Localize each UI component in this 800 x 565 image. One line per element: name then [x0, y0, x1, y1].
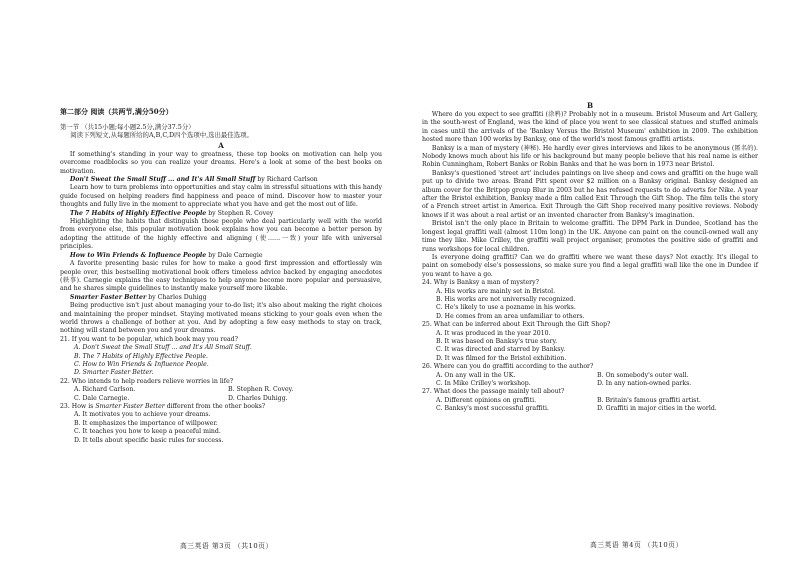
book-heading	[60, 294, 382, 302]
option-27c: C. Banksy's most successful graffiti.	[436, 405, 549, 413]
book-description: Highlighting the habits that distinguish those people who deal particularly well with the world from everyone else, this popular motivation book explains how you can become a better person by adopting the attitude of the highly effective and aligning (使……一致) your life with universal principles.	[60, 218, 382, 251]
question-23-suffix: different from the other books?	[164, 403, 266, 410]
option-26b: B. On somebody's outer wall.	[597, 371, 689, 379]
option-24d: D. He comes from an area unfamiliar to others.	[436, 312, 585, 320]
option-23b: B. It emphasizes the importance of willpower.	[74, 419, 218, 427]
option-21b: B. The 7 Habits of Highly Effective People.	[74, 352, 208, 360]
options-22	[60, 386, 382, 403]
book-title: How to Win Friends & Influence People	[69, 251, 207, 259]
options-27	[422, 397, 758, 414]
right-page	[400, 0, 800, 565]
option-22c: C. Dale Carnegie.	[74, 394, 130, 402]
book-author: by Stephen R. Covey	[206, 209, 274, 217]
question-26: 26. Where can you do graffiti according to the author?	[422, 363, 594, 371]
subsection-title: 第一节 （共15小题;每小题2.5分,满分37.5分）	[60, 123, 195, 131]
option-26d: D. In any nation-owned parks.	[597, 380, 692, 387]
book-heading	[60, 210, 382, 218]
question-22: 22. Who intends to help readers relieve worries in life?	[60, 377, 234, 385]
passage-b-paragraph: Where do you expect to see graffiti (涂鸦)? Probably not in a museum. Bristol Museum and Art Gallery, in the south-west of England, was the kind of place you went to see classical statues and stuffed animals in cases until the arrivals of the 'Banksy Versus the Bristol Museum' exhibition in 2009. The exhibition hosted more than 100 works by Banksy, one of the world's most famous graffiti artists.	[422, 111, 758, 144]
book-title: Don't Sweat the Small Stuff ... and It's All Small Stuff	[69, 176, 256, 184]
instruction: 阅读下列短文,从每题所给的A,B,C,D四个选项中,选出最佳选项。	[70, 131, 253, 140]
options-26	[422, 372, 758, 389]
option-27b: B. Britain's famous graffiti artist.	[597, 396, 701, 404]
option-22d: D. Charles Duhigg.	[228, 394, 288, 402]
passage-b-paragraph: Banksy's questioned 'street art' includes paintings on live sheep and cows and graffiti on the huge wall put up to divide two areas. Brand Pitt spent over $2 million on a Banksy original. Banksy designed an album cover for the Britpop group Blur in 2003 but he has refused requests to do adverts for Nike. A year after the Bristol exhibition, Banksy made a film called Exit Through the Gift Shop. The film tells the story of a French street artist in America. Exit Through the Gift Shop received many positive reviews. Nobody knows if it was about a real artist or an invented character from Banksy's imagination.	[422, 169, 758, 219]
intro-paragraph: If something's standing in your way to greatness, these top books on motivation can help you overcome roadblocks so you can realize your dreams. Here's a look at some of the best books on motivation.	[60, 150, 382, 175]
question-21: 21. If you want to be popular, which book may you read?	[60, 335, 238, 343]
option-22b: B. Stephen R. Covey.	[228, 386, 294, 394]
option-25b: B. It was based on Banksy's true story.	[436, 337, 558, 345]
book-title: Smarter Faster Better	[69, 293, 147, 301]
option-25c: C. It was directed and starred by Banksy.	[436, 346, 566, 354]
question-23	[60, 403, 382, 411]
option-23d: D. It tells about specific basic rules for success.	[74, 436, 224, 444]
book-description: Learn how to turn problems into opportunities and stay calm in stressful situations with this handy guide focused on helping readers find happiness and peace of mind. Discover how to master your thoughts and fully live in the moment to appreciate what you have and get the most out of life.	[60, 184, 382, 209]
passage-b-paragraph: Banksy is a man of mystery (神秘). He hardly ever gives interviews and likes to be anonymous (匿名的). Nobody knows much about his life or his background but many people believe that his real name is either Robin Cunningham, Robert Banks or Robin Banks and that he was born in 1973 near Bristol.	[422, 144, 758, 169]
section-title: 第二部分 阅读（共两节,满分50分）	[60, 107, 173, 116]
option-23a: A. It motivates you to achieve your dreams.	[74, 411, 211, 419]
option-21d: D. Smarter Faster Better.	[74, 369, 154, 377]
page-footer-left: 高三英语 第3页 （共10页）	[180, 542, 273, 550]
passage-b-paragraph: Is everyone doing graffiti? Can we do graffiti where we want these days? Not exactly. It's illegal to paint on somebody else's possessions, so make sure you find a legal graffiti wall like the one in Dundee if you want to have a go.	[422, 253, 758, 278]
book-heading	[60, 252, 382, 260]
page-footer-right: 高三英语 第4页 （共10页）	[590, 541, 683, 549]
book-author: by Charles Duhigg	[146, 293, 207, 301]
option-24b: B. His works are not universally recognized.	[436, 295, 576, 303]
passage-label-a: A	[218, 140, 224, 150]
option-21c: C. How to Win Friends & Influence People.	[74, 360, 209, 368]
option-23c: C. It teaches you how to keep a peaceful mind.	[74, 428, 221, 436]
option-25d: D. It was filmed for the Bristol exhibition.	[436, 354, 567, 362]
option-27d: D. Graffiti in major cities in the world.	[597, 405, 717, 413]
option-22a: A. Richard Carlson.	[74, 386, 136, 394]
passage-b-paragraph: Bristol isn't the only place in Britain to welcome graffiti. The DPM Park in Dundee, Scotland has the longest legal graffiti wall (almost 110m long) in the UK. Anyone can paint on the council-owned wall any time they like. Mike Crilley, the graffiti wall project organiser, promotes the positive side of graffiti and runs workshops for local children.	[422, 220, 758, 253]
option-26a: A. On any wall in the UK.	[436, 371, 516, 379]
option-21a: A. Don't Sweat the Small Stuff ... and It's All Small Stuff.	[74, 344, 252, 352]
book-title: The 7 Habits of Highly Effective People	[69, 209, 207, 217]
question-25: 25. What can be inferred about Exit Through the Gift Shop?	[422, 321, 611, 329]
book-author: by Dale Carnegie	[206, 251, 263, 259]
option-27a: A. Different opinions on graffiti.	[436, 396, 537, 404]
book-description: Being productive isn't just about managing your to-do list; it's also about making the right choices and maintaining the proper mindset. Staying motivated means sticking to your goals even when the world throws a challenge of bother at you. And by adopting a few easy methods to stay on track, nothing will stand between you and your dreams.	[60, 302, 382, 335]
question-23-prefix: 23. How is	[60, 403, 96, 410]
book-author: by Richard Carlson	[255, 176, 318, 184]
question-27: 27. What does the passage mainly tell about?	[422, 388, 565, 396]
question-23-title: Smarter Faster Better	[95, 403, 165, 410]
option-25a: A. It was produced in the year 2010.	[436, 329, 551, 337]
option-24c: C. He's likely to use a pozname in his works.	[436, 304, 576, 312]
book-description: A favorite presenting basic rules for how to make a good first impression and effortlessly win people over, this bestselling motivational book offers timeless advice backed by engaging anecdotes (轶事). Carnegie explains the easy techniques to help anyone become more popular and persuasive, and he shares simple guidelines to instantly make yourself more likable.	[60, 260, 382, 293]
passage-label-b: B	[586, 101, 594, 110]
option-26c: C. In Mike Crilley's workshop.	[436, 380, 531, 387]
question-24: 24. Why is Banksy a man of mystery?	[422, 279, 539, 287]
book-heading	[60, 176, 382, 184]
option-24a: A. His works are mainly set in Bristol.	[436, 287, 556, 295]
